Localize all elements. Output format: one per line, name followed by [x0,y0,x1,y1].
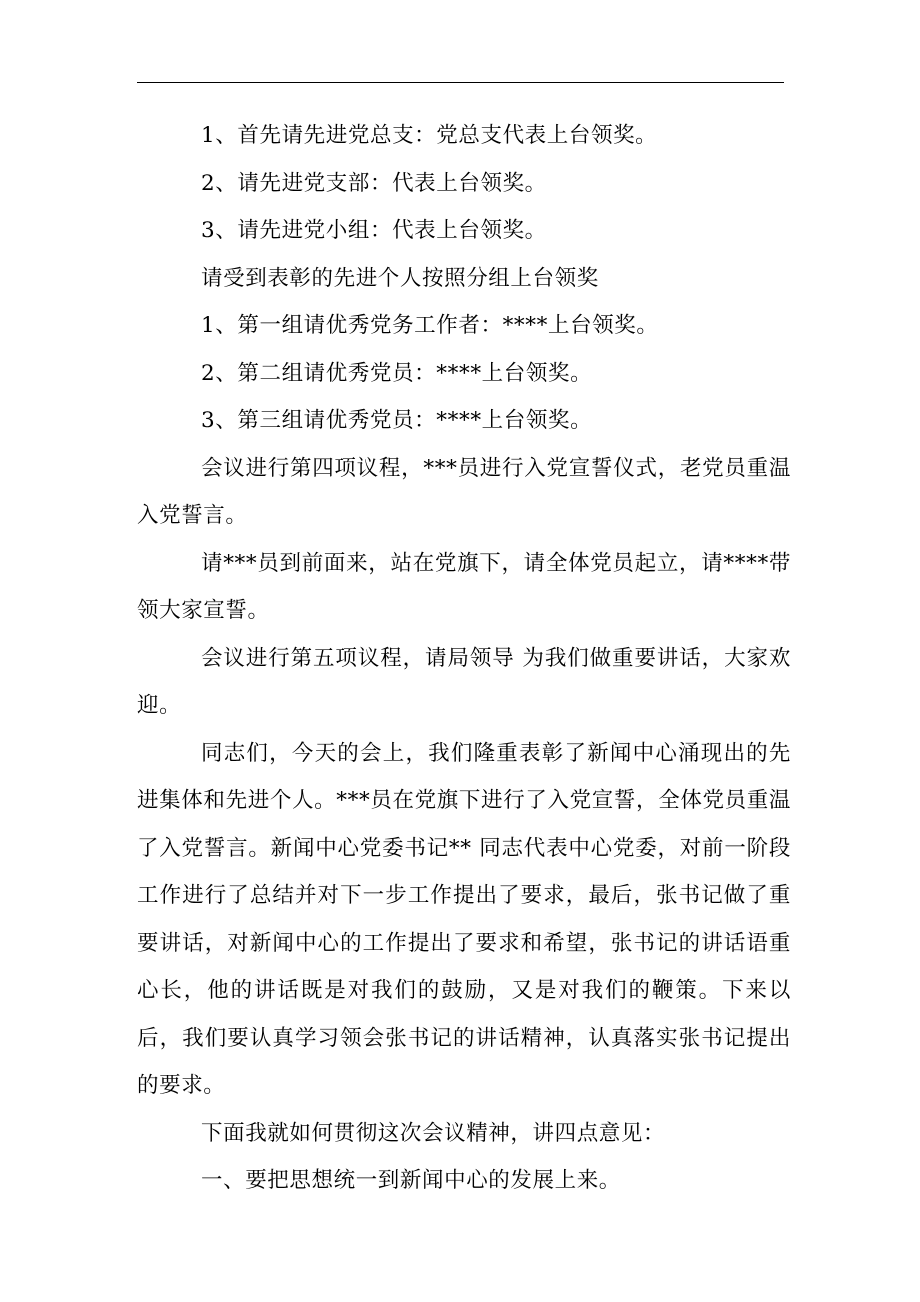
paragraph-3: 3、请先进党小组：代表上台领奖。 [201,218,547,243]
paragraph-8: 会议进行第四项议程，***员进行入党宣誓仪式，老党员重温入党誓言。 [137,455,791,528]
document-body [137,112,791,1205]
paragraph-1: 1、首先请先进党总支：党总支代表上台领奖。 [201,123,658,148]
header-rule [137,82,784,83]
paragraph-6: 2、第二组请优秀党员：****上台领奖。 [201,360,593,386]
paragraph-13: 一、要把思想统一到新闻中心的发展上来。 [201,1168,621,1193]
paragraph-5: 1、第一组请优秀党务工作者：****上台领奖。 [201,313,659,338]
paragraph-10: 会议进行第五项议程，请局领导 为我们做重要讲话，大家欢迎。 [137,645,791,718]
paragraph-4: 请受到表彰的先进个人按照分组上台领奖 [201,265,599,291]
paragraph-7: 3、第三组请优秀党员：****上台领奖。 [201,408,593,433]
paragraph-9: 请***员到前面来，站在党旗下，请全体党员起立，请****带领大家宣誓。 [137,550,791,623]
paragraph-12: 下面我就如何贯彻这次会议精神，讲四点意见： [201,1120,666,1146]
paragraph-11: 同志们，今天的会上，我们隆重表彰了新闻中心涌现出的先进集体和先进个人。***员在党旗下进行了入党宣誓，全体党员重温了入党誓言。新闻中心党委书记** 同志代表中心党委，对前一阶段工作进行了总结并对下一步工作提出了要求，最后，张书记做了重要讲话，对新闻中心的工作提出了要求和希望，张书记的讲话语重心长，他的讲话既是对我们的鼓励，又是对我们的鞭策。下来以后，我们要认真学习领会张书记的讲话精神，认真落实张书记提出的要求。 [137,740,791,1098]
paragraph-2: 2、请先进党支部：代表上台领奖。 [201,170,547,196]
